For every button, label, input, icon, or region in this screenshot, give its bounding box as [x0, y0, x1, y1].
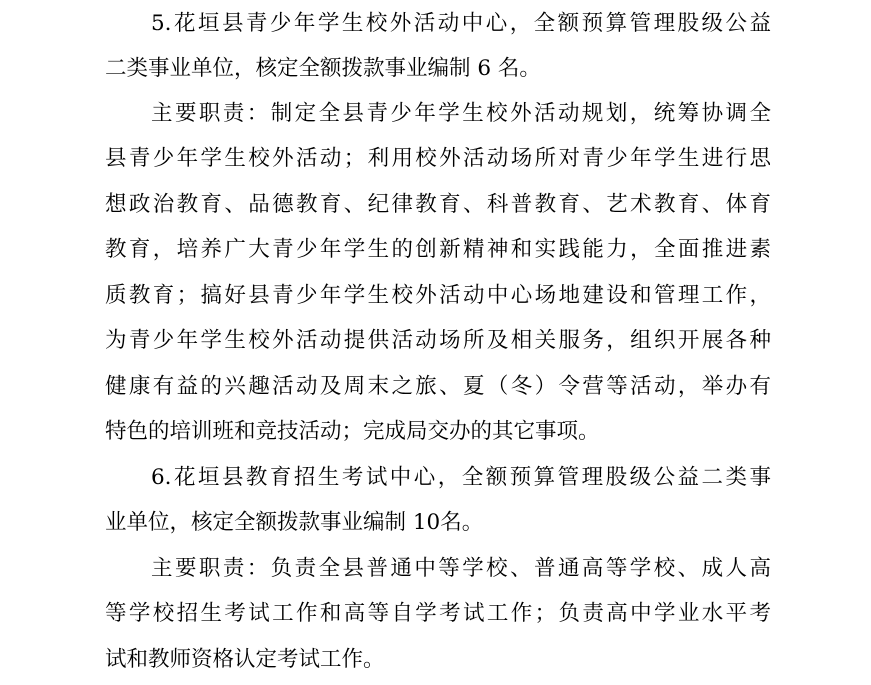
paragraph-line: 主要职责：负责全县普通中等学校、普通高等学校、成人高 [151, 556, 771, 581]
paragraph-line: 想政治教育、品德教育、纪律教育、科普教育、艺术教育、体育 [105, 192, 771, 217]
paragraph-line: 等学校招生考试工作和高等自学考试工作；负责高中学业水平考 [105, 601, 771, 626]
paragraph-line: 质教育；搞好县青少年学生校外活动中心场地建设和管理工作， [105, 283, 771, 308]
paragraph-line: 县青少年学生校外活动；利用校外活动场所对青少年学生进行思 [105, 146, 771, 171]
paragraph-line: 特色的培训班和竞技活动；完成局交办的其它事项。 [105, 419, 600, 444]
paragraph-line: 主要职责：制定全县青少年学生校外活动规划，统筹协调全 [151, 101, 771, 126]
paragraph-line: 6.花垣县教育招生考试中心，全额预算管理股级公益二类事 [151, 465, 771, 490]
paragraph-line: 二类事业单位，核定全额拨款事业编制 6 名。 [105, 56, 541, 81]
paragraph-line: 教育，培养广大青少年学生的创新精神和实践能力，全面推进素 [105, 237, 771, 262]
paragraph-line: 为青少年学生校外活动提供活动场所及相关服务，组织开展各种 [105, 328, 771, 353]
paragraph-line: 5.花垣县青少年学生校外活动中心，全额预算管理股级公益 [151, 11, 771, 36]
paragraph-line: 试和教师资格认定考试工作。 [105, 647, 385, 672]
paragraph-line: 业单位，核定全额拨款事业编制 10名。 [105, 510, 484, 535]
paragraph-line: 健康有益的兴趣活动及周末之旅、夏（冬）令营等活动，举办有 [105, 374, 771, 399]
